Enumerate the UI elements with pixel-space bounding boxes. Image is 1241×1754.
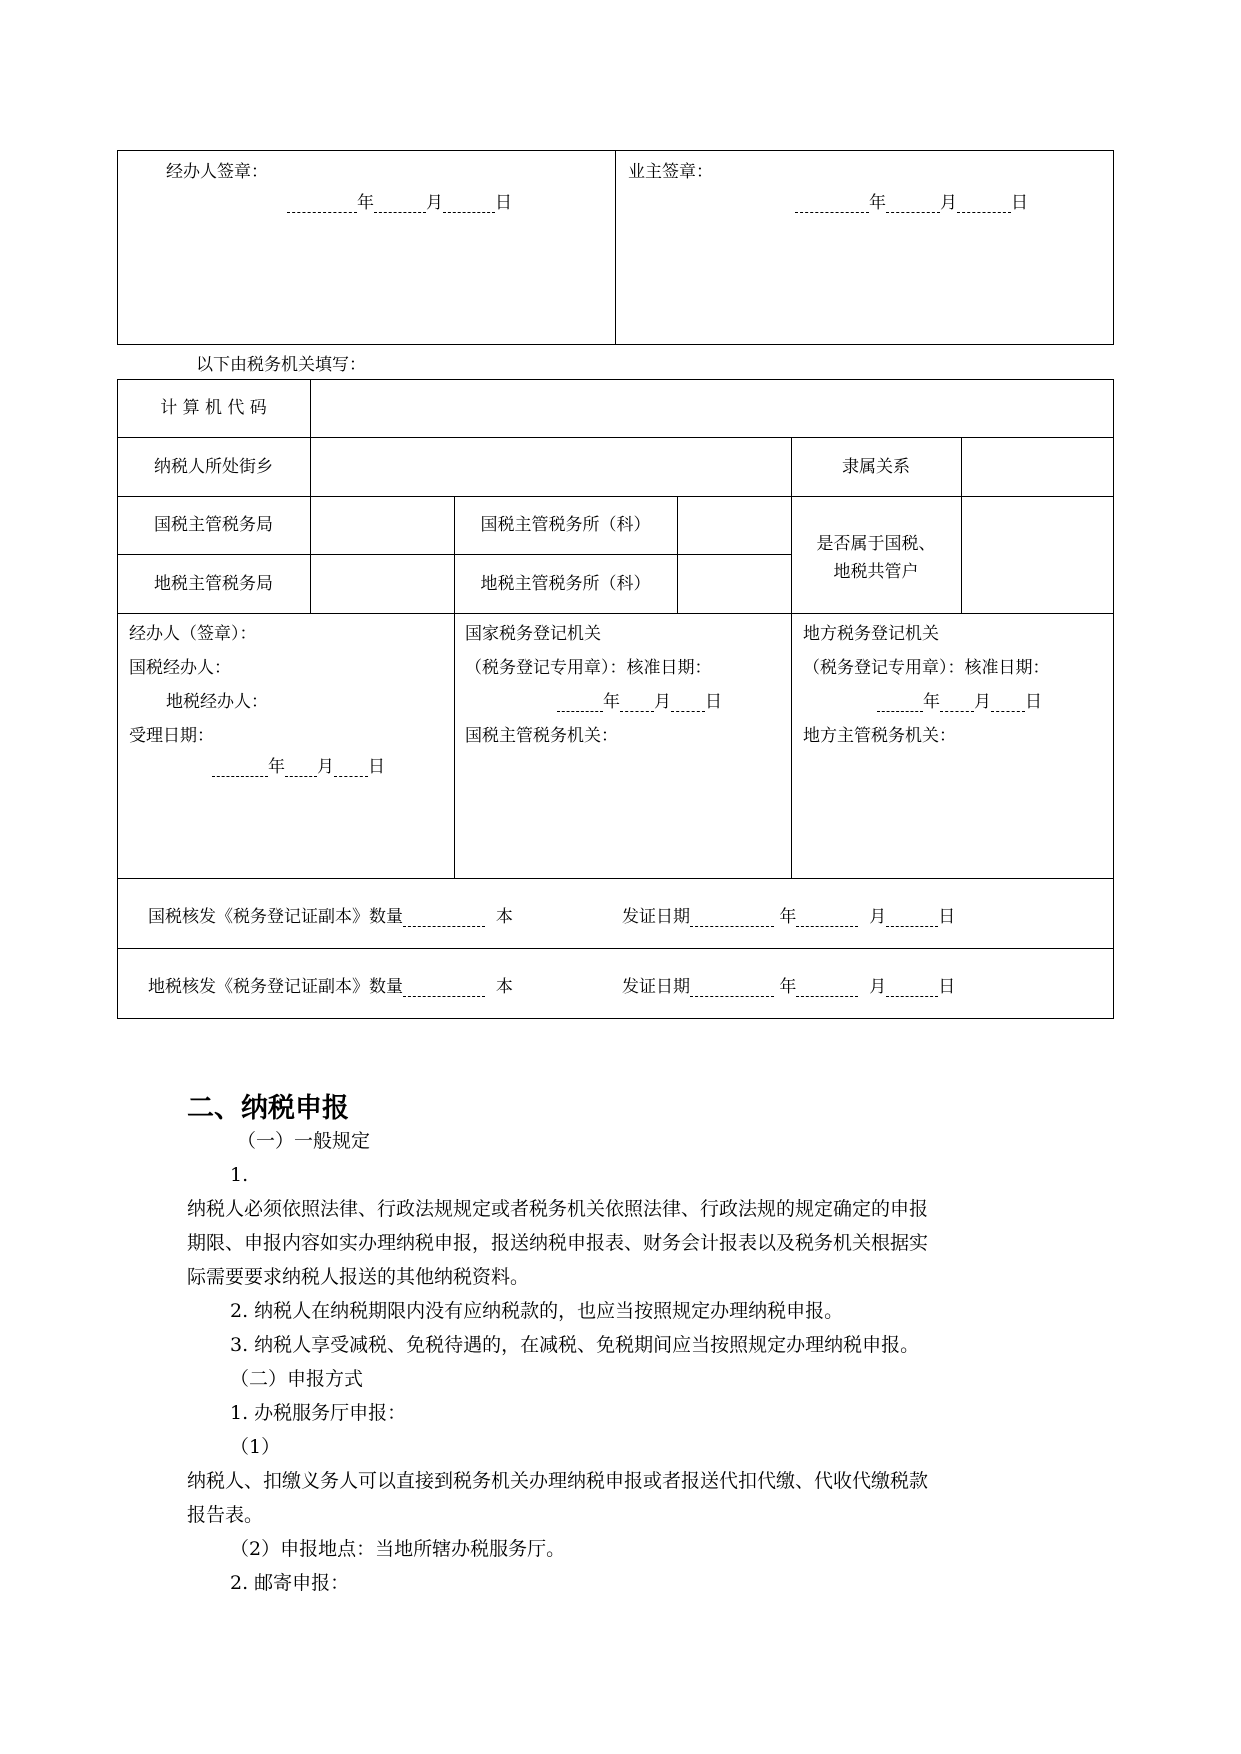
method-1: 1. 办税服务厅申报：: [230, 1402, 407, 1424]
method-1-sub-2: （2）申报地点：当地所辖办税服务厅。: [230, 1538, 566, 1560]
shared-management-field[interactable]: [962, 497, 1113, 612]
local-agent-label: 地税经办人：: [166, 692, 268, 712]
section-body: [187, 1124, 1087, 1600]
item-1-line-1: 纳税人必须依照法律、行政法规规定或者税务机关依照法律、行政法规的规定确定的申报: [187, 1198, 929, 1220]
national-bureau-label: 国税主管税务局: [154, 515, 273, 535]
owner-signature-label: 业主签章：: [628, 162, 713, 182]
local-issue-date: 发证日期 年 月 日: [622, 977, 956, 997]
national-office-label: 国税主管税务所（科）: [480, 515, 651, 535]
computer-code-field[interactable]: [311, 380, 1113, 436]
method-2: 2. 邮寄申报：: [230, 1572, 350, 1594]
street-label: 纳税人所处街乡: [154, 457, 273, 477]
item-1-line-2: 期限、申报内容如实办理纳税申报，报送纳税申报表、财务会计报表以及税务机关根据实: [187, 1232, 929, 1254]
method-1-line-2: 报告表。: [187, 1504, 264, 1526]
local-registration-seal: （税务登记专用章）：核准日期：: [803, 658, 1050, 678]
national-approval-date: 年 月 日: [557, 692, 722, 712]
local-bureau-label: 地税主管税务局: [154, 574, 273, 594]
accept-date-label: 受理日期：: [129, 726, 214, 746]
item-2: 2. 纳税人在纳税期限内没有应纳税款的，也应当按照规定办理纳税申报。: [230, 1300, 844, 1322]
section-title: 二、纳税申报: [187, 1093, 349, 1124]
local-bureau-field[interactable]: [311, 555, 453, 612]
signature-divider: [615, 150, 616, 345]
office-fill-note: 以下由税务机关填写：: [196, 355, 366, 375]
method-1-sub-1: （1）: [230, 1436, 281, 1458]
affiliation-label: 隶属关系: [842, 457, 910, 477]
owner-signature-date: 年 月 日: [795, 193, 1028, 213]
computer-code-label: 计 算 机 代 码: [160, 398, 267, 418]
agent-signature-date: 年 月 日: [287, 193, 512, 213]
agent-signature-label: 经办人签章：: [166, 162, 268, 182]
item-1-number: 1.: [230, 1164, 249, 1186]
affiliation-field[interactable]: [962, 438, 1113, 495]
national-agent-label: 国税经办人：: [129, 658, 231, 678]
national-authority-label: 国税主管税务机关：: [465, 726, 618, 746]
shared-management-label: 是否属于国税、 地税共管户: [816, 534, 936, 582]
sub-heading-methods: （二）申报方式: [230, 1368, 364, 1390]
sub-heading-general: （一）一般规定: [237, 1130, 371, 1152]
item-1-line-3: 际需要要求纳税人报送的其他纳税资料。: [187, 1266, 530, 1288]
local-office-label: 地税主管税务所（科）: [480, 574, 651, 594]
national-issue-date: 发证日期 年 月 日: [622, 907, 956, 927]
national-bureau-field[interactable]: [311, 497, 453, 553]
local-copy-row: 地税核发《税务登记证副本》数量 本: [148, 977, 513, 997]
street-field[interactable]: [311, 438, 790, 495]
national-registration-seal: （税务登记专用章）：核准日期：: [465, 658, 712, 678]
national-office-field[interactable]: [678, 497, 790, 553]
item-3: 3. 纳税人享受减税、免税待遇的，在减税、免税期间应当按照规定办理纳税申报。: [230, 1334, 920, 1356]
local-registration-title: 地方税务登记机关: [803, 624, 939, 644]
local-office-field[interactable]: [678, 555, 790, 612]
local-authority-label: 地方主管税务机关：: [803, 726, 956, 746]
agent-sign-label: 经办人（签章）：: [129, 624, 257, 644]
method-1-line-1: 纳税人、扣缴义务人可以直接到税务机关办理纳税申报或者报送代扣代缴、代收代缴税款: [187, 1470, 929, 1492]
accept-date-value: 年 月 日: [212, 757, 385, 777]
national-copy-row: 国税核发《税务登记证副本》数量 本: [148, 907, 513, 927]
national-registration-title: 国家税务登记机关: [465, 624, 601, 644]
local-approval-date: 年 月 日: [877, 692, 1042, 712]
